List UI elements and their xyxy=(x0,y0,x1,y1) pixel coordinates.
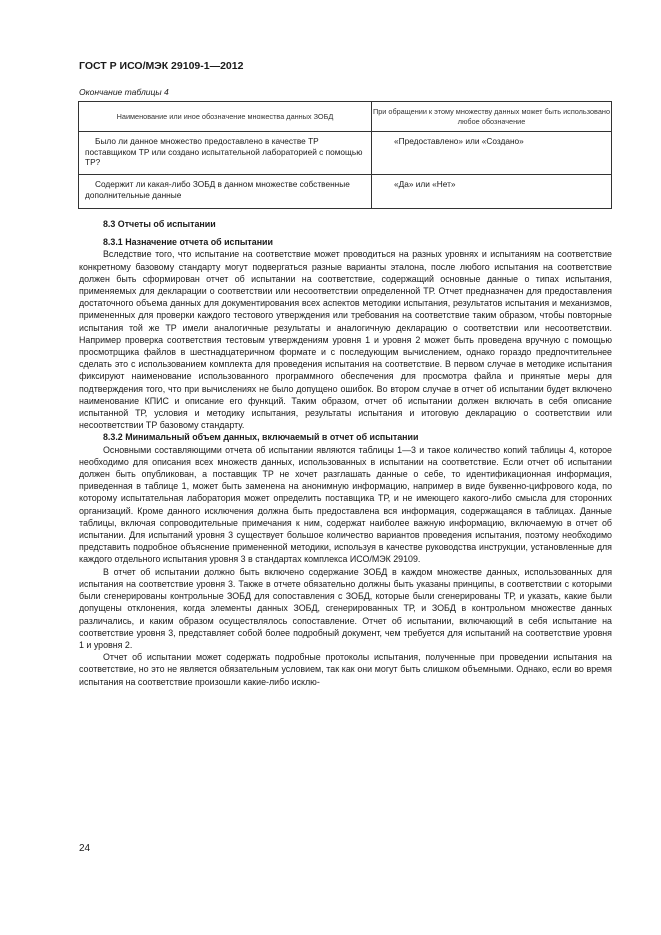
section-heading-8-3: 8.3 Отчеты об испытании xyxy=(103,219,216,229)
table-caption: Окончание таблицы 4 xyxy=(79,87,169,97)
subsection-heading-8-3-2: 8.3.2 Минимальный объем данных, включаемый в отчет об испытании xyxy=(103,432,419,443)
table-cell-value: «Предоставлено» или «Создано» xyxy=(372,132,612,175)
table-header-designation: При обращении к этому множеству данных может быть использовано любое обозначение xyxy=(372,102,612,132)
paragraph: В отчет об испытании должно быть включено содержание ЗОБД в каждом множестве данных, использованных для испытания на соответствие уровня 3. Также в отчете обязательно должны быть указаны принципы, в соответствии с которыми были сгенерированы контрольные ЗОБД для сопоставления с ЗОБД, которые были сгенерированы ТР, и указать, какие были допущены отклонения, когда элементы данных ЗОБД, сгенерированных ТР, и ЗОБД в контрольном множестве данных различались, и каким образом осуществлялось сопоставление. Отчет об испытании, включающий в себя испытание на соответствие уровня 3, представляет собой более подробный документ, чем требуется для испытаний на соответствие уровня 1 и уровня 2. xyxy=(79,566,612,650)
table-4-continuation xyxy=(78,101,612,209)
paragraph: Отчет об испытании может содержать подробные протоколы испытания, полученные при проведении испытания на соответствие, но это не является обязательным условием, так как они могут быть слишком объемными. Однако, если во время испытания на соответствие произошли какие-либо исклю- xyxy=(79,652,612,687)
subsection-heading-8-3-1: 8.3.1 Назначение отчета об испытании xyxy=(103,237,273,248)
document-body xyxy=(79,218,612,688)
standard-header: ГОСТ Р ИСО/МЭК 29109-1—2012 xyxy=(79,60,244,72)
paragraph: Вследствие того, что испытание на соответствие может проводиться на разных уровнях и испытаниям на соответствие конкретному базовому стандарту могут подвергаться разные варианты эталона, после любого испытания на соответствие должен быть сформирован отчет об испытании на соответствие, содержащий основные данные о типах испытания, применяемых для декларации о соответствии или несоответствии определенной ТР. Отчет предназначен для предоставления достаточного объема данных для документирования всех аспектов методики испытания, результатов испытания и механизмов, примененных для проверки каждого тестового утверждения или требования на соответствие таким образом, чтобы повторные испытания той же ТР имели аналогичные результаты и аналогичную декларацию о соответствии или несоответствии. Например проверка соответствия тестовым утверждениям уровня 1 и уровня 2 может быть проведена вручную с помощью просмотрщика файлов в шестнадцатеричном формате и с последующим вычислением, однако гораздо предпочтительнее сделать это с использованием комплекта для проведения испытания на соответствие. В первом случае в методике испытания фиксируют наименование использованного программного обеспечения для просмотра файла и принятые меры для подтверждения того, что при вычислениях не было допущено ошибок. Во втором случае в отчет об испытании будет включено наименование КПИС и описание его функций. Таким образом, отчет об испытании должен включать в себя описание испытанной ТР, условия и методику испытания, результаты испытания и итоговую декларацию о соответствии или несоответствии ТР базовому стандарту. xyxy=(79,249,612,431)
table-row xyxy=(79,175,612,209)
table-header-row xyxy=(79,102,612,132)
table-cell-name: Содержит ли какая-либо ЗОБД в данном множестве собственные дополнительные данные xyxy=(79,175,372,209)
table-cell-value: «Да» или «Нет» xyxy=(372,175,612,209)
page-number: 24 xyxy=(79,843,91,854)
table-row xyxy=(79,132,612,175)
paragraph: Основными составляющими отчета об испытании являются таблицы 1—3 и такое количество копий таблицы 4, которое необходимо для описания всех множеств данных, использованных в испытании на соответствие. Если отчет об испытании должен быть опубликован, а поставщик ТР не хочет разглашать данные о себе, то идентификационная информация, приведенная в таблице 1, может быть заменена на анонимную информацию, например в виде буквенно-цифрового кода, по которому испытательная лаборатория может определить поставщика ТР, и не имеющего какого-либо смысла для сторонних организаций. Кроме данного исключения должна быть предоставлена вся информация, содержащаяся в таблицах. Данные таблицы, включая сопроводительные примечания к ним, содержат наиболее важную информацию, включаемую в отчет об испытании. Для испытаний уровня 3 существует большое количество вариантов проведения испытания, поэтому необходимо представить подробное объяснение примененной методики, используя в качестве руководства инструкции, установленные для каждого отдельного испытания уровня 3 в стандартах комплекса ИСО/МЭК 29109. xyxy=(79,444,612,565)
table-cell-name: Было ли данное множество предоставлено в качестве ТР поставщиком ТР или создано испытательной лабораторией с помощью ТР? xyxy=(79,132,372,175)
table-header-name: Наименование или иное обозначение множества данных ЗОБД xyxy=(79,102,372,132)
